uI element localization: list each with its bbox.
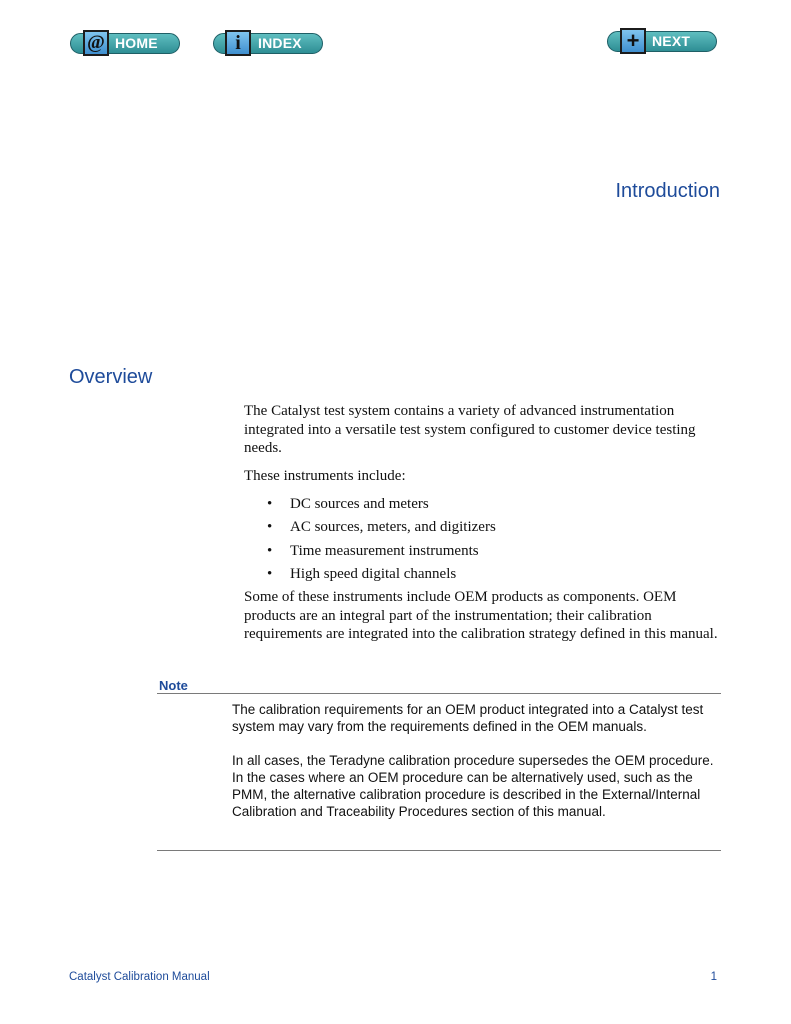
note-label: Note [159,678,188,693]
list-item [244,565,496,588]
footer-manual-title: Catalyst Calibration Manual [69,971,210,983]
index-button-label: INDEX [258,35,302,51]
next-button-label: NEXT [652,33,691,49]
info-icon: i [225,30,251,56]
index-button[interactable] [213,30,323,56]
note-text-2: In all cases, the Teradyne calibration procedure supersedes the OEM procedure. In the cases where an OEM procedure can be alternatively used, such as the PMM, the alternative calibration procedure is described in the External/Internal Calibration and Traceability Procedures section of this manual. [232,753,714,819]
at-sign-icon: @ [83,30,109,56]
list-item-text: AC sources, meters, and digitizers [290,519,496,536]
list-item-text: Time measurement instruments [290,542,479,559]
overview-paragraph-1: The Catalyst test system contains a variety of advanced instrumentation integrated into a versatile test system configured to customer device testing needs. [244,403,696,456]
bullet-icon: • [267,542,273,559]
instrument-list [244,495,496,588]
page-title: Introduction [615,180,720,202]
list-item-text: High speed digital channels [290,565,457,582]
bullet-icon: • [267,565,273,582]
plus-icon: + [620,28,646,54]
note-top-divider [157,693,721,694]
overview-paragraph-2: These instruments include: [244,468,406,484]
list-item [244,518,496,541]
next-button[interactable] [607,28,717,54]
note-bottom-divider [157,850,721,851]
list-item [244,542,496,565]
bullet-icon: • [267,496,273,512]
overview-paragraph-3: Some of these instruments include OEM products as components. OEM products are an integral part of the instrumentation; their calibration requirements are integrated into the calibration strategy defined in this manual. [244,589,718,642]
list-item [244,495,496,518]
bullet-icon: • [267,519,273,536]
home-button-label: HOME [115,35,158,51]
list-item-text: DC sources and meters [290,496,429,512]
note-text-1: The calibration requirements for an OEM product integrated into a Catalyst test system may vary from the requirements defined in the OEM manuals. [232,702,704,734]
footer-page-number: 1 [710,971,717,983]
section-heading: Overview [69,366,153,388]
home-button[interactable] [70,30,180,56]
